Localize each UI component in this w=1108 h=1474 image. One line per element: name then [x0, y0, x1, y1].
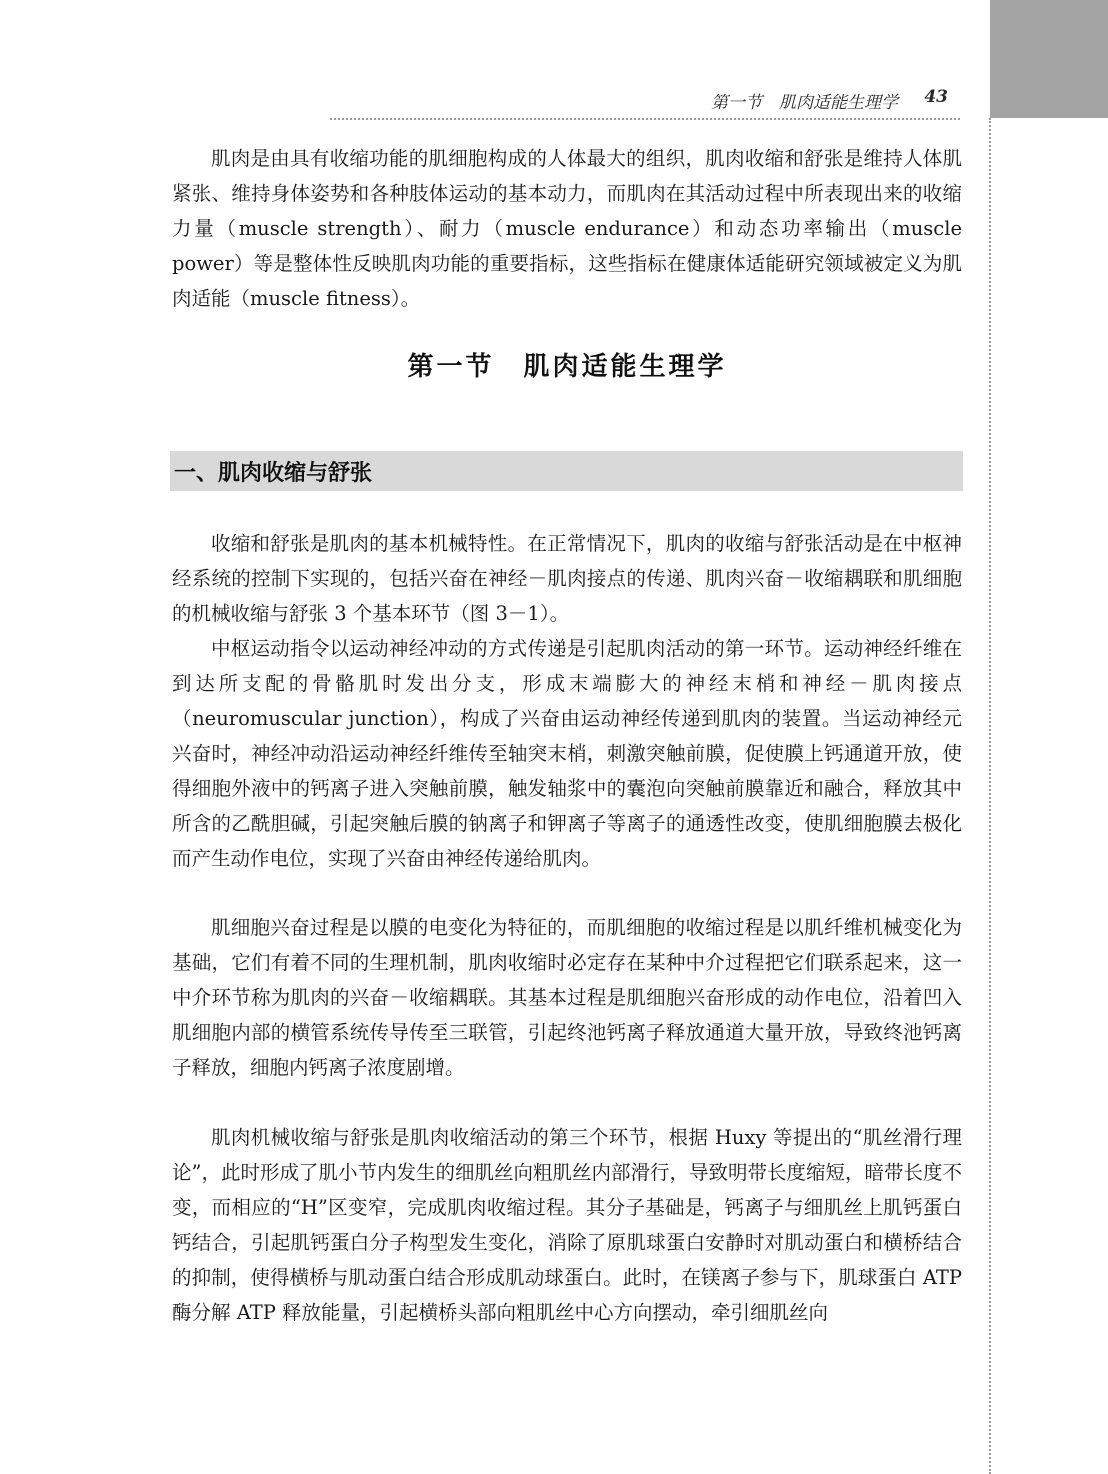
- page-number: 43: [924, 87, 948, 107]
- body-paragraph: 中枢运动指令以运动神经冲动的方式传递是引起肌肉活动的第一环节。运动神经纤维在到达所支配的骨骼肌时发出分支，形成末端膨大的神经末梢和神经－肌肉接点（neuromuscular junction），构成了兴奋由运动神经传递到肌肉的装置。当运动神经元兴奋时，神经冲动沿运动神经纤维传至轴突末梢，刺激突触前膜，促使膜上钙通道开放，使得细胞外液中的钙离子进入突触前膜，触发轴浆中的囊泡向突触前膜靠近和融合，释放其中所含的乙酰胆碱，引起突触后膜的钠离子和钾离子等离子的通透性改变，使肌细胞膜去极化而产生动作电位，实现了兴奋由神经传递给肌肉。: [172, 637, 962, 870]
- margin-dotted-rule: [989, 118, 991, 1474]
- page-edge-tab: [990, 0, 1108, 118]
- subsection-heading-bar: [170, 451, 963, 491]
- body-paragraph: 收缩和舒张是肌肉的基本机械特性。在正常情况下，肌肉的收缩与舒张活动是在中枢神经系统的控制下实现的，包括兴奋在神经－肌肉接点的传递、肌肉兴奋－收缩耦联和肌细胞的机械收缩与舒张 3 个基本环节（图 3－1）。: [172, 532, 962, 625]
- running-header-section: 第一节 肌肉适能生理学: [711, 93, 898, 113]
- running-header: [330, 84, 960, 120]
- body-paragraph: 肌肉机械收缩与舒张是肌肉收缩活动的第三个环节，根据 Huxy 等提出的“肌丝滑行理论”，此时形成了肌小节内发生的细肌丝向粗肌丝内部滑行，导致明带长度缩短，暗带长度不变，而相应的“H”区变窄，完成肌肉收缩过程。其分子基础是，钙离子与细肌丝上肌钙蛋白钙结合，引起肌钙蛋白分子构型发生变化，消除了原肌球蛋白安静时对肌动蛋白和横桥结合的抑制，使得横桥与肌动蛋白结合形成肌动球蛋白。此时，在镁离子参与下，肌球蛋白 ATP 酶分解 ATP 释放能量，引起横桥头部向粗肌丝中心方向摆动，牵引细肌丝向: [172, 1126, 962, 1324]
- body-paragraph: 肌细胞兴奋过程是以膜的电变化为特征的，而肌细胞的收缩过程是以肌纤维机械变化为基础，它们有着不同的生理机制，肌肉收缩时必定存在某种中介过程把它们联系起来，这一中介环节称为肌肉的兴奋－收缩耦联。其基本过程是肌细胞兴奋形成的动作电位，沿着凹入肌细胞内部的横管系统传导传至三联管，引起终池钙离子释放通道大量开放，导致终池钙离子释放，细胞内钙离子浓度剧增。: [172, 916, 962, 1079]
- subsection-title: 一、肌肉收缩与舒张: [174, 460, 373, 486]
- section-title: 第一节 肌肉适能生理学: [407, 352, 727, 382]
- intro-paragraph: 肌肉是由具有收缩功能的肌细胞构成的人体最大的组织，肌肉收缩和舒张是维持人体肌紧张、维持身体姿势和各种肢体运动的基本动力，而肌肉在其活动过程中所表现出来的收缩力量（muscle strength）、耐力（muscle endurance）和动态功率输出（muscle power）等是整体性反映肌肉功能的重要指标，这些指标在健康体适能研究领域被定义为肌肉适能（muscle fitness）。: [172, 147, 962, 310]
